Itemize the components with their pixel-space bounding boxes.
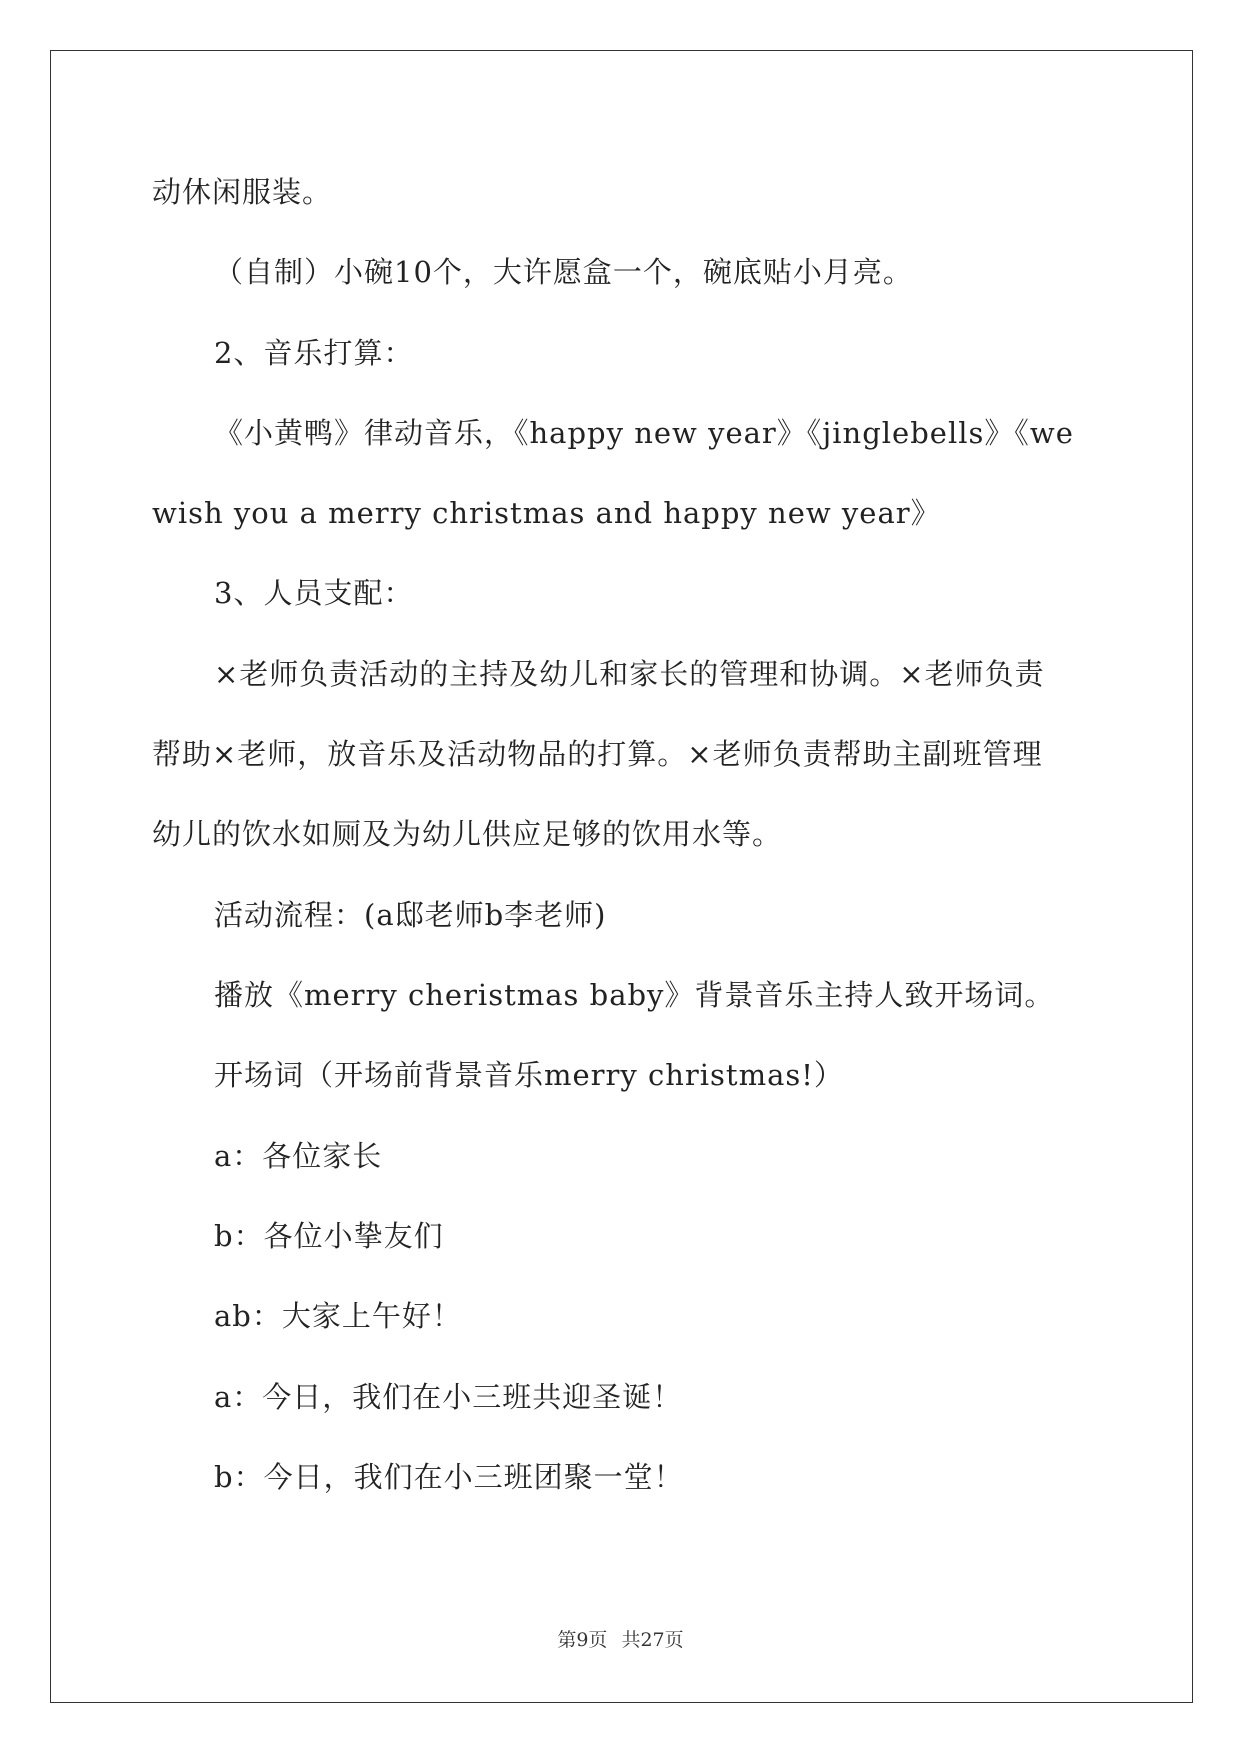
- page-footer: [0, 1628, 1241, 1652]
- text-line-7: ×老师负责活动的主持及幼儿和家长的管理和协调。×老师负责: [214, 657, 1045, 691]
- text-line-3: 2、音乐打算：: [214, 336, 414, 370]
- page-number: 第9页: [557, 1629, 608, 1651]
- page-frame: [50, 50, 1193, 1703]
- text-line-17: b：今日，我们在小三班团聚一堂！: [214, 1460, 684, 1494]
- text-line-9: 幼儿的饮水如厕及为幼儿供应足够的饮用水等。: [152, 817, 783, 851]
- page-total: 共27页: [621, 1629, 684, 1651]
- text-line-15: ab：大家上午好！: [214, 1299, 462, 1333]
- text-line-6: 3、人员支配：: [214, 576, 414, 610]
- text-line-14: b：各位小挚友们: [214, 1219, 444, 1253]
- text-line-16: a：今日，我们在小三班共迎圣诞！: [214, 1380, 683, 1414]
- text-line-13: a：各位家长: [214, 1139, 383, 1173]
- text-line-1: 动休闲服装。: [152, 175, 333, 209]
- text-line-11: 播放《merry cheristmas baby》背景音乐主持人致开场词。: [214, 978, 1055, 1012]
- text-line-5: wish you a merry christmas and happy new year》: [152, 496, 941, 530]
- text-line-4: 《小黄鸭》律动音乐，《happy new year》《jinglebells》《we: [214, 416, 1074, 450]
- text-line-8: 帮助×老师，放音乐及活动物品的打算。×老师负责帮助主副班管理: [152, 737, 1043, 771]
- text-line-10: 活动流程：(a邸老师b李老师): [214, 898, 607, 932]
- text-line-12: 开场词（开场前背景音乐merry christmas!）: [214, 1058, 844, 1092]
- text-line-2: （自制）小碗10个，大许愿盒一个，碗底贴小月亮。: [214, 255, 913, 289]
